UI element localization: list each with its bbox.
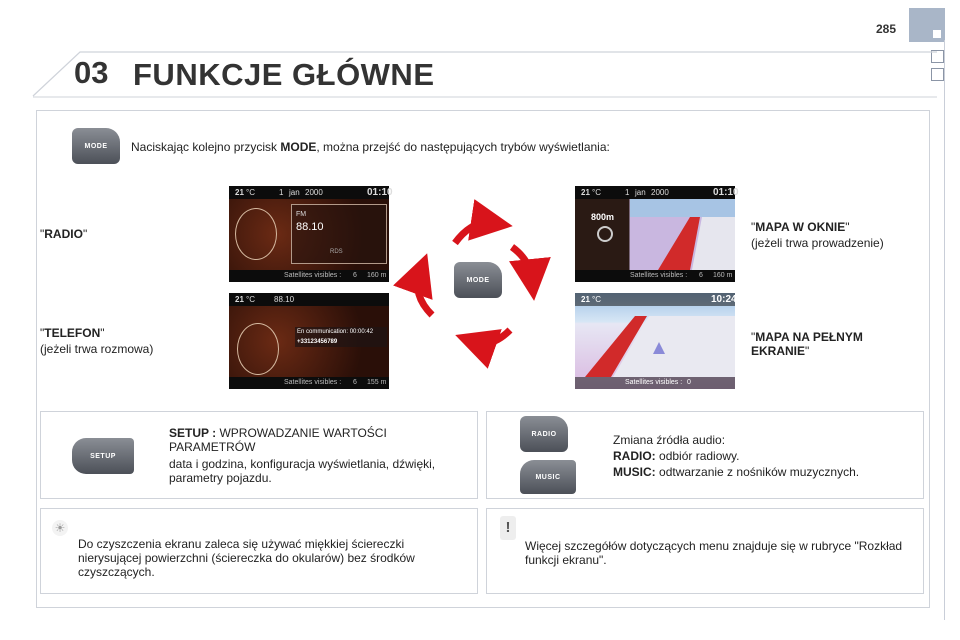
page-title: FUNKCJE GŁÓWNE <box>133 57 435 92</box>
screen-bottom-bar: Satellites visibles : 6 155 m <box>229 377 389 389</box>
map-route <box>630 199 735 270</box>
warning-text: Więcej szczegółów dotyczących menu znajduje się w rubryce "Rozkład funkcji ekranu". <box>525 539 903 567</box>
setup-description: data i godzina, konfiguracja wyświetlania, dźwięki, parametry pojazdu. <box>169 457 436 485</box>
source-radio: RADIO: odbiór radiowy. <box>613 449 740 463</box>
arrow-right-icon <box>512 247 532 280</box>
screen-status-bar: 21 °C 10:24 <box>575 293 735 306</box>
arrow-bottom-icon <box>475 330 510 344</box>
screen-status-bar: 21 °C 1 jan 2000 01:10 <box>575 186 735 199</box>
screen-telefon <box>229 293 389 389</box>
label-radio: "RADIO" <box>40 227 88 241</box>
label-mapa-pelny-2: EKRANIE" <box>751 344 810 358</box>
screen-bottom-bar: Satellites visibles : 6 160 m <box>229 270 389 282</box>
label-mapa-okno: "MAPA W OKNIE" <box>751 220 850 234</box>
source-music: MUSIC: odtwarzanie z nośników muzycznych. <box>613 465 860 479</box>
map-route <box>575 306 735 377</box>
mode-hardware-button: MODE <box>72 128 120 164</box>
label-telefon: "TELEFON" <box>40 326 105 340</box>
setup-text: SETUP : WPROWADZANIE WARTOŚCI PARAMETRÓW <box>169 426 387 454</box>
screen-status-bar: 21 °C 1 jan 2000 01:10 <box>229 186 389 199</box>
label-mapa-okno-note: (jeżeli trwa prowadzenie) <box>751 236 884 250</box>
compass-icon <box>235 208 277 260</box>
compass-icon <box>237 323 279 375</box>
mode-button-center: MODE <box>454 262 502 298</box>
setup-hardware-button: SETUP <box>72 438 134 474</box>
label-telefon-note: (jeżeli trwa rozmowa) <box>40 342 154 356</box>
source-title: Zmiana źródła audio: <box>613 433 726 447</box>
page-number: 285 <box>876 22 897 36</box>
radio-hardware-button: RADIO <box>520 416 568 452</box>
music-hardware-button: MUSIC <box>520 460 576 494</box>
tip-text: Do czyszczenia ekranu zaleca się używać miękkiej ściereczki nierysującej powierzchni (ściereczka do okularów) bez środków czyszczących. <box>78 537 415 579</box>
intro-text: Naciskając kolejno przycisk MODE, można przejść do następujących trybów wyświetlania: <box>131 140 610 154</box>
screen-mapa-okno <box>575 186 739 282</box>
arrow-top-icon <box>455 223 492 243</box>
screen-bottom-bar: Satellites visibles : 6 160 m <box>575 270 735 282</box>
warning-icon: ! <box>500 516 516 540</box>
page-corner-tab <box>909 8 945 42</box>
radio-panel: FM 88.10 RDS <box>291 204 387 264</box>
arrow-left-icon <box>418 273 432 315</box>
distance-readout: 800m <box>591 212 615 222</box>
cycle-arrows <box>400 205 560 365</box>
screen-radio <box>229 186 393 282</box>
turn-icon <box>597 226 613 242</box>
lightbulb-icon: ☀ <box>52 520 68 536</box>
screen-status-bar: 21 °C 88.10 <box>229 293 389 306</box>
page-edge-line <box>944 40 945 620</box>
call-panel: En communication: 00:00:42 +33123456789 <box>295 327 387 347</box>
label-mapa-pelny: "MAPA NA PEŁNYM <box>751 330 863 344</box>
chapter-number: 03 <box>74 55 109 90</box>
screen-bottom-bar: Satellites visibles : 0 <box>575 377 735 389</box>
screen-mapa-pelny <box>575 293 735 389</box>
